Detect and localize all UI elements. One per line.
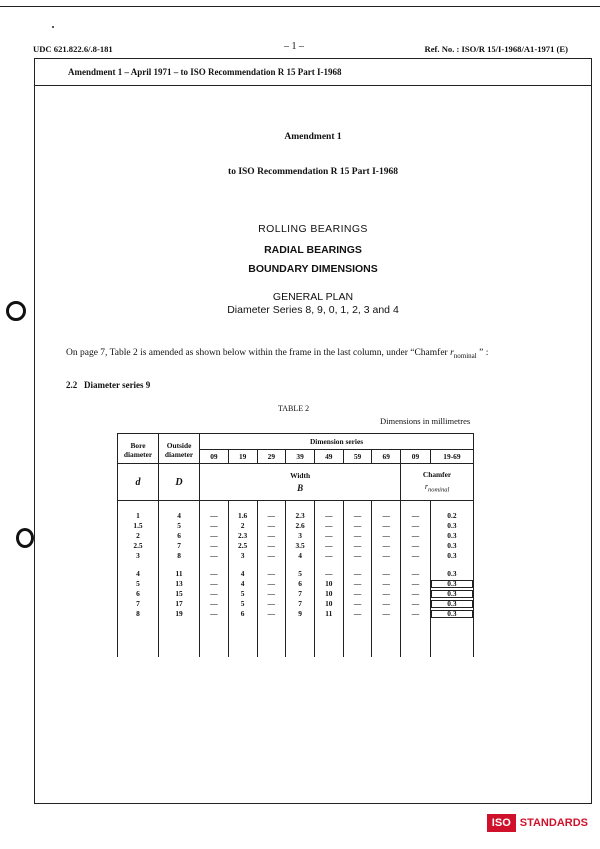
table-row xyxy=(118,589,474,599)
dimensions-table xyxy=(117,433,474,657)
table-cell: 0.3 xyxy=(430,541,473,551)
table-cell: 2.5 xyxy=(118,541,159,551)
table-cell: 3.5 xyxy=(286,541,315,551)
table-cell: — xyxy=(314,531,343,541)
amendment-subtitle: to ISO Recommendation R 15 Part I-1968 xyxy=(228,167,398,177)
table-cell: 0.3 xyxy=(430,609,473,619)
table-cell: — xyxy=(343,569,372,579)
table-cell: — xyxy=(401,589,431,599)
table-cell: 5 xyxy=(159,521,200,531)
table-cell: 2.3 xyxy=(228,531,257,541)
table-cell: — xyxy=(372,569,401,579)
table-cell: — xyxy=(314,511,343,521)
amendment-bar-text: Amendment 1 – April 1971 – to ISO Recommendation R 15 Part I-1968 xyxy=(68,67,342,77)
table-cell: — xyxy=(257,599,286,609)
speck xyxy=(52,26,54,28)
table-cell: 13 xyxy=(159,579,200,589)
table-cell: — xyxy=(257,511,286,521)
table-cell: — xyxy=(200,511,229,521)
table-cell: 3 xyxy=(118,551,159,561)
table-cell: 0.3 xyxy=(430,579,473,589)
table-cell: 17 xyxy=(159,599,200,609)
table-cell: 7 xyxy=(286,599,315,609)
table-cell: 2.6 xyxy=(286,521,315,531)
udc-number: UDC 621.822.6/.8-181 xyxy=(33,44,113,54)
standards-text: STANDARDS xyxy=(519,817,588,829)
table-cell: 11 xyxy=(159,569,200,579)
title-radial-bearings: RADIAL BEARINGS xyxy=(264,244,362,256)
table-cell: — xyxy=(314,541,343,551)
table-cell: — xyxy=(257,569,286,579)
table-cell: — xyxy=(372,521,401,531)
table-cell: — xyxy=(343,531,372,541)
table-cell: — xyxy=(257,521,286,531)
table-cell: — xyxy=(200,531,229,541)
table-cell: — xyxy=(401,511,431,521)
table-cell: — xyxy=(343,609,372,619)
table-cell: — xyxy=(200,599,229,609)
title-boundary-dimensions: BOUNDARY DIMENSIONS xyxy=(248,263,378,275)
table-cell: 0.3 xyxy=(430,599,473,609)
table-cell: — xyxy=(314,521,343,531)
top-rule xyxy=(0,6,600,7)
table-cell: — xyxy=(257,551,286,561)
binder-hole-mark xyxy=(6,301,26,321)
table-cell: 3 xyxy=(228,551,257,561)
table-cell: — xyxy=(401,551,431,561)
table-cell: — xyxy=(343,541,372,551)
series-49: 49 xyxy=(314,450,343,464)
table-cell: 6 xyxy=(159,531,200,541)
table-cell: 10 xyxy=(314,579,343,589)
table-cell: — xyxy=(372,541,401,551)
table-cell: — xyxy=(257,609,286,619)
table-cell: 6 xyxy=(228,609,257,619)
table-cell: 11 xyxy=(314,609,343,619)
table-cell: 5 xyxy=(286,569,315,579)
table-cell: 0.2 xyxy=(430,511,473,521)
bore-diameter-header: Bore diameter xyxy=(118,434,159,464)
width-header: Width B xyxy=(200,464,401,501)
table-cell: — xyxy=(372,511,401,521)
table-cell: 8 xyxy=(118,609,159,619)
table-spacer-row xyxy=(118,501,474,512)
table-cell: 10 xyxy=(314,589,343,599)
table-cell: 4 xyxy=(228,569,257,579)
table-cell: 7 xyxy=(159,541,200,551)
table-cell: — xyxy=(401,531,431,541)
table-cell: 15 xyxy=(159,589,200,599)
table-cell: 2.3 xyxy=(286,511,315,521)
table-cell: 0.3 xyxy=(430,589,473,599)
table-cell: — xyxy=(343,551,372,561)
table-row xyxy=(118,599,474,609)
table-cell: — xyxy=(372,599,401,609)
table-cell: — xyxy=(200,589,229,599)
reference-number: Ref. No. : ISO/R 15/I-1968/A1-1971 (E) xyxy=(424,44,568,54)
table-cell: 1 xyxy=(118,511,159,521)
table-row xyxy=(118,579,474,589)
series-59: 59 xyxy=(343,450,372,464)
series-09: 09 xyxy=(200,450,229,464)
table-cell: — xyxy=(343,521,372,531)
table-cell: — xyxy=(401,609,431,619)
title-diameter-series: Diameter Series 8, 9, 0, 1, 2, 3 and 4 xyxy=(227,304,399,316)
table-spacer-row xyxy=(118,561,474,569)
table-cell: 1.6 xyxy=(228,511,257,521)
table-cell: 0.3 xyxy=(430,569,473,579)
table-cell: — xyxy=(200,609,229,619)
table-cell: 9 xyxy=(286,609,315,619)
section-heading: 2.2 Diameter series 9 xyxy=(66,380,151,390)
table-row xyxy=(118,521,474,531)
chamfer-series-09: 09 xyxy=(401,450,431,464)
table-cell: — xyxy=(257,579,286,589)
table-cell: — xyxy=(372,551,401,561)
table-spacer-row xyxy=(118,619,474,657)
table-caption: TABLE 2 xyxy=(278,404,310,413)
amendment-title: Amendment 1 xyxy=(284,132,342,142)
amendment-paragraph: On page 7, Table 2 is amended as shown below within the frame in the last column, under “Chamfer $r_{nominal}$ ” : xyxy=(66,348,489,360)
title-rolling-bearings: ROLLING BEARINGS xyxy=(258,223,368,235)
table-cell: 5 xyxy=(228,589,257,599)
table-row xyxy=(118,551,474,561)
chamfer-series-19-69: 19-69 xyxy=(430,450,473,464)
table-cell: — xyxy=(372,589,401,599)
table-row xyxy=(118,569,474,579)
table-cell: — xyxy=(200,551,229,561)
table-cell: — xyxy=(314,551,343,561)
table-cell: — xyxy=(343,589,372,599)
table-cell: — xyxy=(257,531,286,541)
table-units: Dimensions in millimetres xyxy=(380,416,471,426)
table-cell: — xyxy=(257,541,286,551)
table-cell: 4 xyxy=(286,551,315,561)
table-cell: — xyxy=(372,609,401,619)
table-cell: 2 xyxy=(228,521,257,531)
series-29: 29 xyxy=(257,450,286,464)
table-row xyxy=(118,511,474,521)
series-69: 69 xyxy=(372,450,401,464)
table-cell: — xyxy=(257,589,286,599)
table-cell: 4 xyxy=(118,569,159,579)
table-cell: — xyxy=(401,569,431,579)
table-cell: 7 xyxy=(118,599,159,609)
table-cell: — xyxy=(200,569,229,579)
table-cell: 5 xyxy=(228,599,257,609)
table-cell: — xyxy=(401,599,431,609)
table-cell: — xyxy=(343,511,372,521)
table-cell: 8 xyxy=(159,551,200,561)
table-cell: — xyxy=(200,521,229,531)
table-cell: — xyxy=(343,579,372,589)
dimension-series-header: Dimension series xyxy=(200,434,474,450)
binder-hole-mark xyxy=(16,528,34,548)
table-cell: 2 xyxy=(118,531,159,541)
table-row xyxy=(118,531,474,541)
page-number: – 1 – xyxy=(284,41,304,52)
table-row xyxy=(118,609,474,619)
table-cell: — xyxy=(343,599,372,609)
table-cell: 0.3 xyxy=(430,531,473,541)
table-cell: — xyxy=(401,541,431,551)
iso-logo-box: ISO xyxy=(487,814,516,832)
table-cell: — xyxy=(401,579,431,589)
table-cell: 1.5 xyxy=(118,521,159,531)
series-19: 19 xyxy=(228,450,257,464)
table-cell: — xyxy=(372,531,401,541)
chamfer-header: Chamfer $r_{nominal}$ xyxy=(401,464,474,501)
outside-diameter-header: Outside diameter xyxy=(159,434,200,464)
table-cell: 0.3 xyxy=(430,551,473,561)
table-cell: 5 xyxy=(118,579,159,589)
title-general-plan: GENERAL PLAN xyxy=(272,291,354,303)
table-cell: 0.3 xyxy=(430,521,473,531)
series-39: 39 xyxy=(286,450,315,464)
table-cell: 3 xyxy=(286,531,315,541)
table-cell: 10 xyxy=(314,599,343,609)
table-cell: 6 xyxy=(286,579,315,589)
iso-standards-logo xyxy=(487,811,588,835)
table-cell: 6 xyxy=(118,589,159,599)
table-cell: — xyxy=(401,521,431,531)
table-cell: 4 xyxy=(228,579,257,589)
outside-symbol: D xyxy=(159,464,200,501)
table-cell: — xyxy=(372,579,401,589)
table-row xyxy=(118,541,474,551)
bore-symbol: d xyxy=(118,464,159,501)
table-cell: 19 xyxy=(159,609,200,619)
table-cell: 4 xyxy=(159,511,200,521)
table-cell: 7 xyxy=(286,589,315,599)
table-cell: — xyxy=(200,541,229,551)
table-cell: 2.5 xyxy=(228,541,257,551)
table-cell: — xyxy=(314,569,343,579)
table-cell: — xyxy=(200,579,229,589)
